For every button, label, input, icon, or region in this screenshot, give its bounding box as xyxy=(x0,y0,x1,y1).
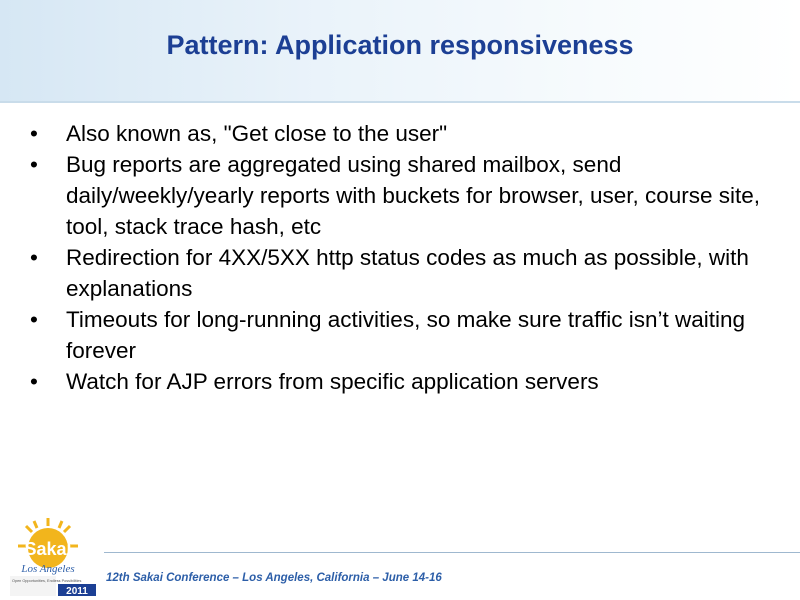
bullet-list xyxy=(30,118,770,397)
bullet-item xyxy=(30,118,770,149)
logo-city: Los Angeles xyxy=(21,563,75,575)
bullet-item xyxy=(30,304,770,366)
bullet-icon: • xyxy=(30,369,38,394)
bullet-icon: • xyxy=(30,307,38,332)
slide-title: Pattern: Application responsiveness xyxy=(166,30,634,60)
bullet-icon: • xyxy=(30,121,38,146)
logo-tagline: Open Opportunities, Endless Possibilities xyxy=(12,579,82,583)
bullet-text: Timeouts for long-running activities, so make sure traffic isn’t waiting forever xyxy=(66,307,746,363)
bullet-text: Bug reports are aggregated using shared mailbox, send daily/weekly/yearly reports with buckets for browser, user, course site, tool, stack trace hash, etc xyxy=(66,152,761,239)
logo-name: Sakai xyxy=(24,539,72,559)
footer-text: 12th Sakai Conference – Los Angeles, California – June 14-16 xyxy=(106,572,442,584)
bullet-text: Watch for AJP errors from specific application servers xyxy=(66,369,599,394)
sakai-logo xyxy=(8,512,100,598)
bullet-item xyxy=(30,149,770,242)
bullet-item xyxy=(30,242,770,304)
bullet-text: Redirection for 4XX/5XX http status codes as much as possible, with explanations xyxy=(66,245,749,301)
bullet-item xyxy=(30,366,770,397)
bullet-text: Also known as, "Get close to the user" xyxy=(66,121,448,146)
bullet-icon: • xyxy=(30,245,38,270)
bullet-icon: • xyxy=(30,152,38,177)
footer-divider xyxy=(104,552,800,553)
title-divider xyxy=(0,101,800,103)
logo-year: 2011 xyxy=(66,586,88,597)
